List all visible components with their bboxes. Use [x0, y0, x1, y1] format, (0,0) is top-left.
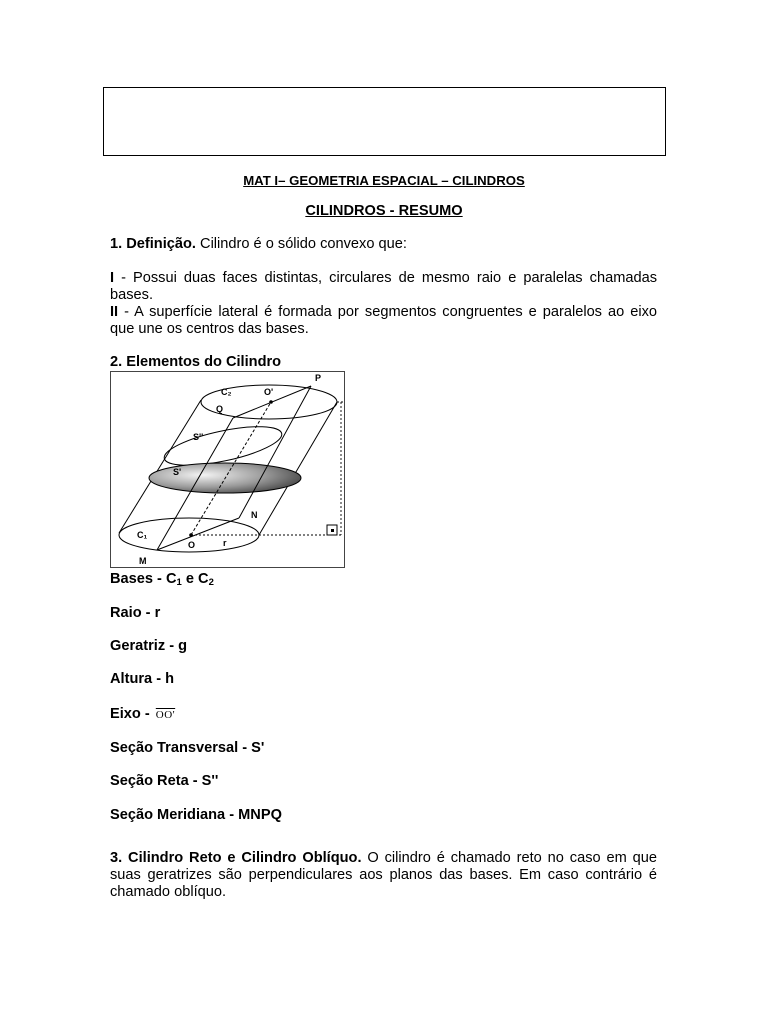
header-box: [103, 87, 666, 156]
label-c2: C₂: [221, 387, 232, 397]
label-s-single: S': [173, 467, 182, 477]
radius-item: Raio - r: [110, 605, 161, 621]
label-o: O: [188, 540, 196, 550]
axis-symbol: OO': [155, 709, 176, 721]
label-q: Q: [216, 404, 224, 414]
label-m: M: [139, 556, 147, 566]
oblique-cylinder-diagram: [111, 372, 343, 566]
definition-text: Cilindro é o sólido convexo que:: [195, 236, 407, 252]
right-section-item: Seção Reta - S'': [110, 773, 219, 789]
section-3-paragraph: [110, 850, 657, 901]
section-3-text: O cilindro é chamado reto no caso em que suas geratrizes são perpendiculares aos planos das bases. Em caso contrário é chamado oblíquo.: [110, 850, 657, 900]
item-2-label: II: [110, 304, 119, 320]
label-r: r: [223, 538, 227, 548]
document-title: CILINDROS - RESUMO: [305, 203, 463, 219]
label-n: N: [251, 510, 258, 520]
generatrix-item: Geratriz - g: [110, 638, 188, 654]
bases-item: Bases - $C_1$ e $C_2$: [110, 571, 214, 588]
item-1-label: I: [110, 270, 115, 286]
label-s-double: S'': [193, 432, 204, 442]
meridian-section-item: Seção Meridiana - MNPQ: [110, 807, 282, 823]
height-item: Altura - h: [110, 671, 175, 687]
cylinder-figure: [110, 371, 345, 568]
definition-heading: 1. Definição.: [110, 236, 196, 252]
label-c1: C₁: [137, 530, 148, 540]
meridian-bottom: [157, 518, 239, 550]
elements-heading: 2. Elementos do Cilindro: [110, 354, 282, 370]
meridian-edge-np: [239, 386, 311, 518]
definition-item-1: [110, 270, 657, 304]
item-1-text: - Possui duas faces distintas, circulares de mesmo raio e paralelas chamadas bases.: [110, 270, 657, 303]
definition-item-2: [110, 304, 657, 338]
transversal-section-item: Seção Transversal - S': [110, 740, 265, 756]
section-3-heading: 3. Cilindro Reto e Cilindro Oblíquo.: [110, 850, 362, 866]
axis-item: Eixo - OO': [110, 706, 176, 722]
label-p: P: [315, 373, 322, 383]
item-2-text: - A superfície lateral é formada por segmentos congruentes e paralelos ao eixo que une os centros das bases.: [110, 304, 657, 337]
definition-paragraph: [110, 236, 657, 253]
subject-title: MAT I– GEOMETRIA ESPACIAL – CILINDROS: [243, 173, 525, 188]
label-o-prime: O': [264, 387, 274, 397]
